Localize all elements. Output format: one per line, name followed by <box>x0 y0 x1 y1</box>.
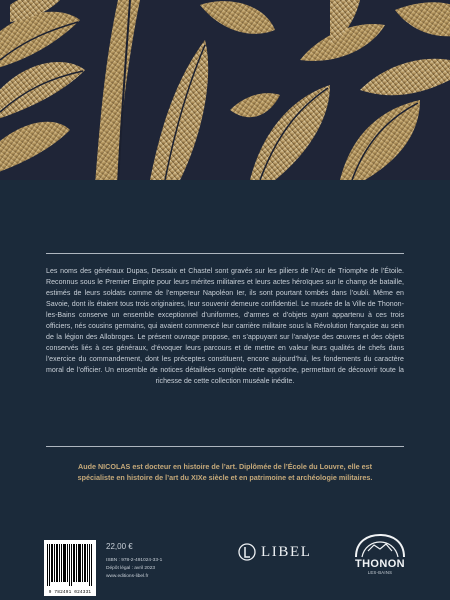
legal-deposit: Dépôt légal : avril 2023 <box>106 565 156 571</box>
book-description: Les noms des généraux Dupas, Dessaix et Chastel sont gravés sur les piliers de l’Arc de Triomphe de l’Étoile. Reconnus sous le Premier Empire pour leurs mérites militaires et leurs actes héroïques sur le champ de bataille, estimés de leurs soldats comme de l’empereur Napoléon Ier, ils sont pourtant tombés dans l’oubli. Même en Savoie, dont ils étaient tous trois originaires, leur souvenir demeure confidentiel. Le musée de la Ville de Thonon-les-Bains conserve un ensemble exceptionnel d’uniformes, d’armes et d’objets ayant appartenu à ces trois officiers, nés cousins germains, qui avaient commencé leur carrière militaire sous la Révolution française au sein de la légion des Allobroges. Le présent ouvrage propose, en s’appuyant sur l’analyse des œuvres et des objets conservés liés à ces généraux, d’évoquer leurs parcours et de mettre en valeur leurs qualités de chefs dans l’exercice du commandement, dont les préceptes constituent, encore aujourd’hui, les fondements du caractère moral de l’officier. Un ensemble de notices détaillées complète cette approche, permettant de découvrir toute la richesse de cette collection muséale inédite. <box>46 268 404 385</box>
partner-subtitle: LES-BAINS <box>367 570 393 575</box>
author-bio: Aude NICOLAS est docteur en histoire de l’art. Diplômée de l’École du Louvre, elle est spécialiste en histoire de l’art du XIXe siècle et en patrimoine et archéologie militaires. <box>77 462 373 482</box>
embroidery-photo <box>0 0 450 180</box>
price: 22,00 € <box>106 542 133 551</box>
libel-logo-icon <box>238 543 256 561</box>
website: www.editions-libel.fr <box>106 573 149 579</box>
barcode-icon <box>47 544 93 586</box>
isbn: ISBN : 978-2-491024-33-1 <box>106 558 163 563</box>
partner-name: THONON <box>354 558 406 570</box>
divider-bottom <box>46 446 404 447</box>
divider-top <box>46 253 404 254</box>
book-meta <box>106 542 186 580</box>
publisher-logo <box>238 540 312 564</box>
barcode <box>44 540 96 596</box>
thonon-logo-icon <box>348 533 412 559</box>
publisher-name: LIBEL <box>261 543 312 560</box>
barcode-number: 9 782491 024331 <box>48 590 92 595</box>
partner-logo <box>348 533 412 577</box>
